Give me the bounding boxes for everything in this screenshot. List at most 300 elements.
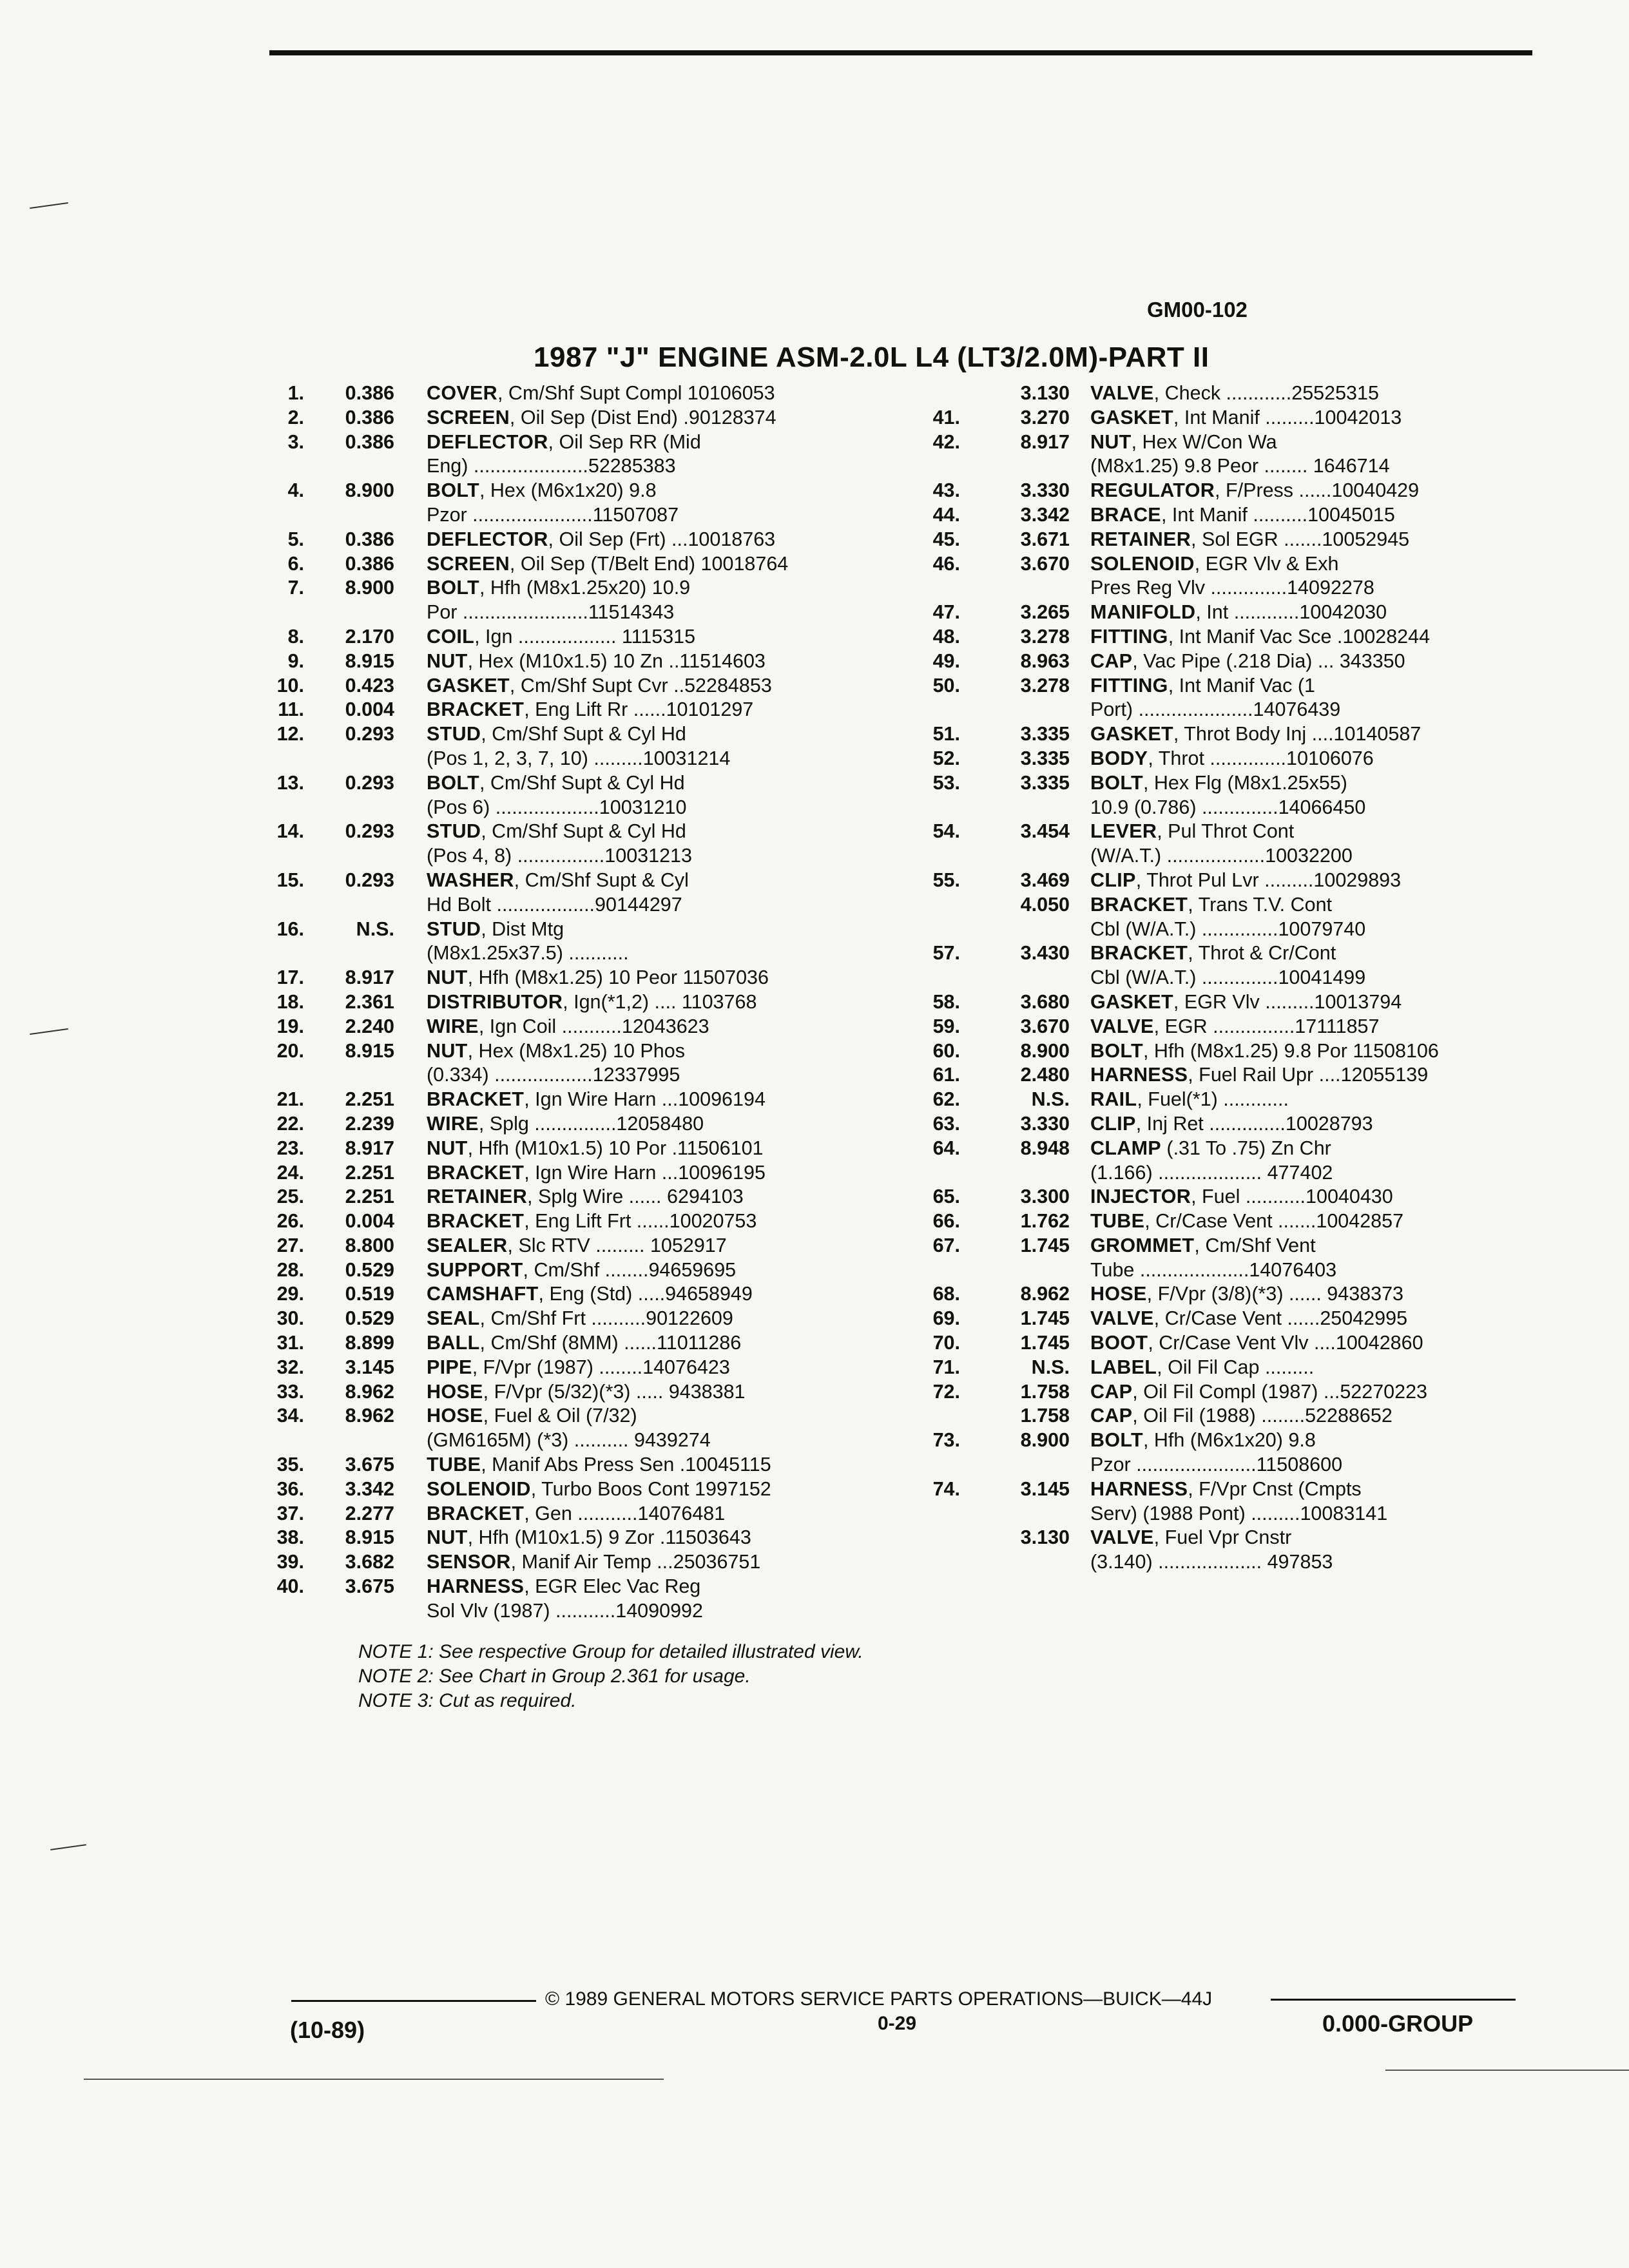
part-row-continuation (271, 601, 876, 625)
part-description: SCREEN, Oil Sep (T/Belt End) 10018764 (427, 552, 789, 575)
part-description: (W/A.T.) ..................10032200 (1090, 845, 1353, 867)
part-name: DEFLECTOR (427, 430, 548, 453)
part-name: NUT (427, 649, 468, 672)
part-description: COIL, Ign .................. 1115315 (427, 625, 696, 648)
item-number: 17. (276, 966, 304, 989)
part-row (923, 1526, 1541, 1550)
part-row (271, 771, 876, 796)
group-number: 8.962 (345, 1380, 394, 1403)
item-number: 11. (278, 698, 304, 721)
part-name: BODY (1090, 747, 1148, 769)
part-row (923, 747, 1541, 771)
part-row (923, 1185, 1541, 1209)
item-number: 38. (276, 1526, 304, 1549)
part-name: WASHER (427, 869, 514, 891)
item-number: 28. (276, 1258, 304, 1281)
part-name: HARNESS (1090, 1477, 1188, 1500)
part-name: CAMSHAFT (427, 1283, 539, 1305)
group-number: 8.915 (345, 1526, 394, 1549)
group-number: 2.251 (345, 1088, 394, 1111)
part-description: BOOT, Cr/Case Vent Vlv ....10042860 (1090, 1332, 1423, 1354)
part-description: BOLT, Hfh (M6x1x20) 9.8 (1090, 1429, 1316, 1452)
part-name: CLAMP (1090, 1137, 1161, 1159)
part-row-continuation (923, 1161, 1541, 1186)
item-number: 54. (932, 820, 960, 843)
part-row (923, 674, 1541, 698)
part-description: Eng) .....................52285383 (427, 455, 676, 477)
part-row (923, 1234, 1541, 1258)
part-description: CAP, Oil Fil Compl (1987) ...52270223 (1090, 1380, 1428, 1403)
part-name: NUT (1090, 430, 1132, 453)
part-name: CAP (1090, 1405, 1133, 1427)
part-name: BRACKET (427, 698, 525, 721)
part-name: NUT (427, 1526, 468, 1549)
part-row (271, 552, 876, 577)
part-row (271, 1331, 876, 1356)
part-name: BRACKET (427, 1210, 525, 1233)
item-number: 6. (287, 552, 304, 575)
part-description: (0.334) ..................12337995 (427, 1064, 680, 1086)
group-number: 4.050 (1020, 893, 1070, 916)
part-row (923, 1404, 1541, 1428)
part-row (271, 406, 876, 430)
group-number: 0.004 (345, 1210, 394, 1233)
part-row (923, 1015, 1541, 1039)
part-row (923, 1137, 1541, 1161)
part-row-continuation (923, 1453, 1541, 1477)
part-row (923, 601, 1541, 625)
part-name: NUT (427, 966, 468, 989)
part-name: DEFLECTOR (427, 528, 548, 550)
part-row (923, 941, 1541, 966)
part-name: BRACKET (1090, 893, 1188, 916)
part-name: BOLT (427, 771, 479, 794)
part-description: RETAINER, Splg Wire ...... 6294103 (427, 1186, 744, 1208)
group-number: 2.361 (345, 990, 394, 1013)
part-name: CLIP (1090, 1112, 1136, 1135)
part-name: TUBE (427, 1454, 481, 1476)
part-description: HARNESS, Fuel Rail Upr ....12055139 (1090, 1064, 1429, 1086)
item-number: 4. (287, 479, 304, 502)
part-description: BRACKET, Ign Wire Harn ...10096194 (427, 1088, 766, 1111)
item-number: 73. (932, 1429, 960, 1452)
group-number: 0.386 (345, 528, 394, 550)
group-number: 3.671 (1020, 528, 1070, 550)
part-description: BOLT, Hex (M6x1x20) 9.8 (427, 479, 657, 502)
part-name: COVER (427, 382, 497, 404)
part-row (923, 430, 1541, 455)
group-number: 8.917 (345, 966, 394, 989)
footer-rule-right (1271, 1999, 1516, 2001)
part-row (271, 1356, 876, 1380)
group-number: 2.277 (345, 1502, 394, 1524)
group-number: 3.680 (1020, 990, 1070, 1013)
item-number: 1. (287, 382, 304, 404)
note-1: NOTE 1: See respective Group for detailed illustrated view. (358, 1641, 863, 1662)
group-number: 8.915 (345, 1039, 394, 1062)
part-name: NUT (427, 1137, 468, 1159)
part-description: BRACKET, Ign Wire Harn ...10096195 (427, 1161, 766, 1184)
part-row (271, 1526, 876, 1550)
group-number: 1.762 (1020, 1210, 1070, 1233)
group-number: 3.342 (345, 1477, 394, 1500)
part-description: NUT, Hex W/Con Wa (1090, 430, 1277, 453)
part-row (271, 1137, 876, 1161)
part-description: PIPE, F/Vpr (1987) ........14076423 (427, 1356, 730, 1378)
part-description: GASKET, Throt Body Inj ....10140587 (1090, 723, 1422, 745)
item-number: 16. (276, 918, 304, 940)
part-row (923, 1477, 1541, 1502)
part-description: BRACKET, Eng Lift Frt ......10020753 (427, 1210, 757, 1233)
item-number: 64. (932, 1137, 960, 1159)
part-name: BOLT (1090, 1429, 1143, 1452)
part-name: FITTING (1090, 625, 1168, 648)
part-name: HOSE (427, 1380, 483, 1403)
item-number: 26. (276, 1210, 304, 1233)
part-row (923, 625, 1541, 649)
group-number: 3.469 (1020, 869, 1070, 891)
group-number: 2.251 (345, 1161, 394, 1184)
item-number: 69. (932, 1307, 960, 1330)
part-description: LABEL, Oil Fil Cap ......... (1090, 1356, 1315, 1378)
part-description: CAMSHAFT, Eng (Std) .....94658949 (427, 1283, 753, 1305)
item-number: 15. (276, 869, 304, 891)
part-name: BOOT (1090, 1332, 1148, 1354)
part-row (271, 1550, 876, 1575)
item-number: 29. (276, 1283, 304, 1305)
part-row (271, 430, 876, 455)
part-description: Serv) (1988 Pont) .........10083141 (1090, 1502, 1388, 1524)
item-number: 47. (932, 601, 960, 624)
item-number: 55. (932, 869, 960, 891)
group-number: N.S. (1031, 1088, 1070, 1111)
item-number: 63. (932, 1112, 960, 1135)
part-name: GASKET (1090, 406, 1173, 428)
part-description: CLAMP (.31 To .75) Zn Chr (1090, 1137, 1331, 1159)
part-description: BOLT, Cm/Shf Supt & Cyl Hd (427, 771, 685, 794)
part-name: BRACE (1090, 503, 1161, 526)
item-number: 22. (276, 1112, 304, 1135)
part-description: HOSE, F/Vpr (3/8)(*3) ...... 9438373 (1090, 1283, 1404, 1305)
part-name: NUT (427, 1039, 468, 1062)
group-number: 8.917 (345, 1137, 394, 1159)
part-name: STUD (427, 820, 481, 843)
footer-date: (10-89) (290, 2017, 365, 2043)
group-number: 3.335 (1020, 771, 1070, 794)
part-description: VALVE, EGR ...............17111857 (1090, 1015, 1380, 1037)
part-description: NUT, Hex (M8x1.25) 10 Phos (427, 1039, 685, 1062)
item-number: 40. (276, 1575, 304, 1598)
part-name: GROMMET (1090, 1234, 1195, 1256)
group-number: 8.900 (345, 479, 394, 502)
part-row (271, 1161, 876, 1186)
part-description: CAP, Vac Pipe (.218 Dia) ... 343350 (1090, 649, 1405, 672)
part-row-continuation (923, 1550, 1541, 1575)
part-name: VALVE (1090, 1526, 1154, 1549)
group-number: 3.300 (1020, 1186, 1070, 1208)
part-row (923, 771, 1541, 796)
document-code: GM00-102 (1147, 298, 1248, 322)
item-number: 23. (276, 1137, 304, 1159)
group-number: 8.900 (1020, 1039, 1070, 1062)
part-row (271, 1453, 876, 1477)
group-number: 8.900 (345, 577, 394, 599)
item-number: 19. (276, 1015, 304, 1037)
item-number: 36. (276, 1477, 304, 1500)
part-name: STUD (427, 918, 481, 940)
part-name: LABEL (1090, 1356, 1157, 1378)
part-row (271, 1477, 876, 1502)
part-description: VALVE, Cr/Case Vent ......25042995 (1090, 1307, 1408, 1330)
part-description: RAIL, Fuel(*1) ............ (1090, 1088, 1289, 1111)
part-description: CAP, Oil Fil (1988) ........52288652 (1090, 1405, 1393, 1427)
notes-section (358, 1640, 863, 1713)
part-description: NUT, Hfh (M10x1.5) 10 Por .11506101 (427, 1137, 764, 1159)
part-row (271, 722, 876, 747)
part-row (923, 1428, 1541, 1453)
part-name: VALVE (1090, 382, 1154, 404)
part-name: GASKET (427, 674, 510, 697)
part-description: BODY, Throt ..............10106076 (1090, 747, 1374, 769)
part-name: SEALER (427, 1234, 508, 1256)
part-name: SCREEN (427, 552, 510, 575)
part-description: BOLT, Hfh (M8x1.25) 9.8 Por 11508106 (1090, 1039, 1439, 1062)
part-row (271, 1282, 876, 1307)
part-description: LEVER, Pul Throt Cont (1090, 820, 1295, 843)
group-number: 3.270 (1020, 406, 1070, 428)
part-name: SUPPORT (427, 1258, 523, 1281)
part-description: BOLT, Hex Flg (M8x1.25x55) (1090, 771, 1347, 794)
part-row-continuation (923, 918, 1541, 942)
item-number: 65. (932, 1186, 960, 1208)
part-name: COIL (427, 625, 475, 648)
part-row (271, 1307, 876, 1331)
part-name: SEAL (427, 1307, 480, 1330)
group-number: N.S. (1031, 1356, 1070, 1378)
part-description: DEFLECTOR, Oil Sep RR (Mid (427, 430, 701, 453)
group-number: 8.899 (345, 1332, 394, 1354)
group-number: 0.293 (345, 869, 394, 891)
part-row (271, 1015, 876, 1039)
part-description: REGULATOR, F/Press ......10040429 (1090, 479, 1420, 502)
part-description: BRACKET, Throt & Cr/Cont (1090, 942, 1336, 965)
part-row-continuation (271, 454, 876, 479)
group-number: 3.330 (1020, 1112, 1070, 1135)
part-row (271, 528, 876, 552)
part-description: TUBE, Manif Abs Press Sen .10045115 (427, 1454, 771, 1476)
part-name: PIPE (427, 1356, 472, 1378)
part-description: GASKET, Cm/Shf Supt Cvr ..52284853 (427, 674, 772, 697)
part-row-continuation (923, 966, 1541, 990)
item-number: 33. (276, 1380, 304, 1403)
item-number: 31. (276, 1332, 304, 1354)
part-description: Pzor ......................11508600 (1090, 1454, 1343, 1476)
scan-mark (50, 1844, 86, 1850)
part-row (923, 1282, 1541, 1307)
part-row-continuation (271, 1599, 876, 1624)
item-number: 2. (287, 406, 304, 428)
footer-page-number: 0-29 (878, 2013, 917, 2034)
part-row-continuation (923, 576, 1541, 601)
part-description: SOLENOID, EGR Vlv & Exh (1090, 552, 1339, 575)
group-number: 1.745 (1020, 1332, 1070, 1354)
group-number: 3.278 (1020, 674, 1070, 697)
item-number: 51. (932, 723, 960, 745)
part-row-continuation (271, 747, 876, 771)
part-name: LEVER (1090, 820, 1157, 843)
part-description: SUPPORT, Cm/Shf ........94659695 (427, 1258, 737, 1281)
top-rule (269, 50, 1532, 55)
part-description: SOLENOID, Turbo Boos Cont 1997152 (427, 1477, 771, 1500)
group-number: 1.745 (1020, 1307, 1070, 1330)
scan-mark (30, 202, 68, 209)
part-row-continuation (923, 454, 1541, 479)
item-number: 18. (276, 990, 304, 1013)
item-number: 24. (276, 1161, 304, 1184)
item-number: 12. (276, 723, 304, 745)
part-row (923, 990, 1541, 1015)
item-number: 74. (932, 1477, 960, 1500)
part-description: GASKET, Int Manif .........10042013 (1090, 406, 1402, 428)
group-number: 0.293 (345, 723, 394, 745)
part-row (271, 1258, 876, 1283)
part-row-continuation (271, 1063, 876, 1088)
part-name: SENSOR (427, 1551, 511, 1573)
item-number: 60. (932, 1039, 960, 1062)
item-number: 5. (287, 528, 304, 550)
scan-mark (30, 1028, 68, 1035)
part-row (923, 722, 1541, 747)
item-number: 46. (932, 552, 960, 575)
part-description: (Pos 4, 8) ................10031213 (427, 845, 692, 867)
part-name: HARNESS (1090, 1064, 1188, 1086)
item-number: 20. (276, 1039, 304, 1062)
part-name: BOLT (427, 479, 479, 502)
part-description: BOLT, Hfh (M8x1.25x20) 10.9 (427, 577, 691, 599)
group-number: 2.251 (345, 1186, 394, 1208)
part-row-continuation (923, 844, 1541, 869)
part-description: (Pos 1, 2, 3, 7, 10) .........10031214 (427, 747, 731, 769)
part-row-continuation (923, 698, 1541, 722)
part-description: CLIP, Throt Pul Lvr .........10029893 (1090, 869, 1402, 891)
part-description: INJECTOR, Fuel ...........10040430 (1090, 1186, 1393, 1208)
part-row-continuation (923, 1258, 1541, 1283)
part-row (271, 1502, 876, 1526)
part-description: Cbl (W/A.T.) ..............10079740 (1090, 918, 1366, 940)
part-name: SOLENOID (427, 1477, 531, 1500)
part-name: HOSE (1090, 1283, 1147, 1305)
item-number: 7. (287, 577, 304, 599)
part-name: CLIP (1090, 869, 1136, 891)
item-number: 42. (932, 430, 960, 453)
part-description: GASKET, EGR Vlv .........10013794 (1090, 990, 1402, 1013)
group-number: 3.675 (345, 1575, 394, 1598)
part-row-continuation (923, 1502, 1541, 1526)
item-number: 58. (932, 990, 960, 1013)
group-number: 3.454 (1020, 820, 1070, 843)
part-row (271, 918, 876, 942)
part-name: HOSE (427, 1405, 483, 1427)
item-number: 45. (932, 528, 960, 550)
group-number: 3.335 (1020, 747, 1070, 769)
part-description: SEALER, Slc RTV ......... 1052917 (427, 1234, 727, 1256)
part-row (923, 1112, 1541, 1137)
group-number: 0.293 (345, 820, 394, 843)
part-row (271, 1234, 876, 1258)
part-row (923, 406, 1541, 430)
group-number: 0.529 (345, 1258, 394, 1281)
part-row (923, 869, 1541, 893)
part-description: BALL, Cm/Shf (8MM) ......11011286 (427, 1332, 742, 1354)
part-row (923, 893, 1541, 918)
item-number: 14. (276, 820, 304, 843)
part-row (923, 1209, 1541, 1234)
bottom-rule (84, 2079, 664, 2080)
part-name: BOLT (1090, 1039, 1143, 1062)
item-number: 10. (276, 674, 304, 697)
footer-group: 0.000-GROUP (1322, 2010, 1474, 2037)
part-description: FITTING, Int Manif Vac Sce .10028244 (1090, 625, 1431, 648)
part-row (271, 576, 876, 601)
part-description: VALVE, Fuel Vpr Cnstr (1090, 1526, 1292, 1549)
part-row (923, 528, 1541, 552)
part-row (271, 820, 876, 844)
part-name: RAIL (1090, 1088, 1137, 1111)
group-number: 0.423 (345, 674, 394, 697)
part-name: BRACKET (427, 1088, 525, 1111)
group-number: 0.386 (345, 552, 394, 575)
part-row (271, 1404, 876, 1428)
item-number: 59. (932, 1015, 960, 1037)
part-name: RETAINER (427, 1186, 528, 1208)
part-name: HARNESS (427, 1575, 525, 1598)
part-name: GASKET (1090, 990, 1173, 1013)
part-description: STUD, Cm/Shf Supt & Cyl Hd (427, 820, 686, 843)
part-name: STUD (427, 723, 481, 745)
item-number: 41. (932, 406, 960, 428)
part-name: BOLT (427, 577, 479, 599)
part-description: Pzor ......................11507087 (427, 503, 679, 526)
part-description: (GM6165M) (*3) .......... 9439274 (427, 1429, 711, 1452)
part-name: GASKET (1090, 723, 1173, 745)
item-number: 35. (276, 1454, 304, 1476)
group-number: 3.265 (1020, 601, 1070, 624)
group-number: 8.963 (1020, 649, 1070, 672)
item-number: 39. (276, 1551, 304, 1573)
part-name: REGULATOR (1090, 479, 1215, 502)
group-number: 3.675 (345, 1454, 394, 1476)
part-name: CAP (1090, 1380, 1133, 1403)
part-description: SENSOR, Manif Air Temp ...25036751 (427, 1551, 761, 1573)
group-number: N.S. (356, 918, 394, 940)
part-name: RETAINER (1090, 528, 1191, 550)
item-number: 71. (932, 1356, 960, 1378)
parts-list-right-column (923, 381, 1541, 1575)
part-row-continuation (271, 503, 876, 528)
item-number: 72. (932, 1380, 960, 1403)
part-row-continuation (271, 1428, 876, 1453)
item-number: 27. (276, 1234, 304, 1256)
part-name: WIRE (427, 1015, 479, 1037)
part-row (923, 1356, 1541, 1380)
part-description: BRACKET, Trans T.V. Cont (1090, 893, 1333, 916)
part-description: STUD, Cm/Shf Supt & Cyl Hd (427, 723, 686, 745)
part-description: Pres Reg Vlv ..............14092278 (1090, 577, 1374, 599)
group-number: 0.386 (345, 406, 394, 428)
group-number: 3.682 (345, 1551, 394, 1573)
part-row (923, 479, 1541, 503)
part-description: WASHER, Cm/Shf Supt & Cyl (427, 869, 689, 891)
